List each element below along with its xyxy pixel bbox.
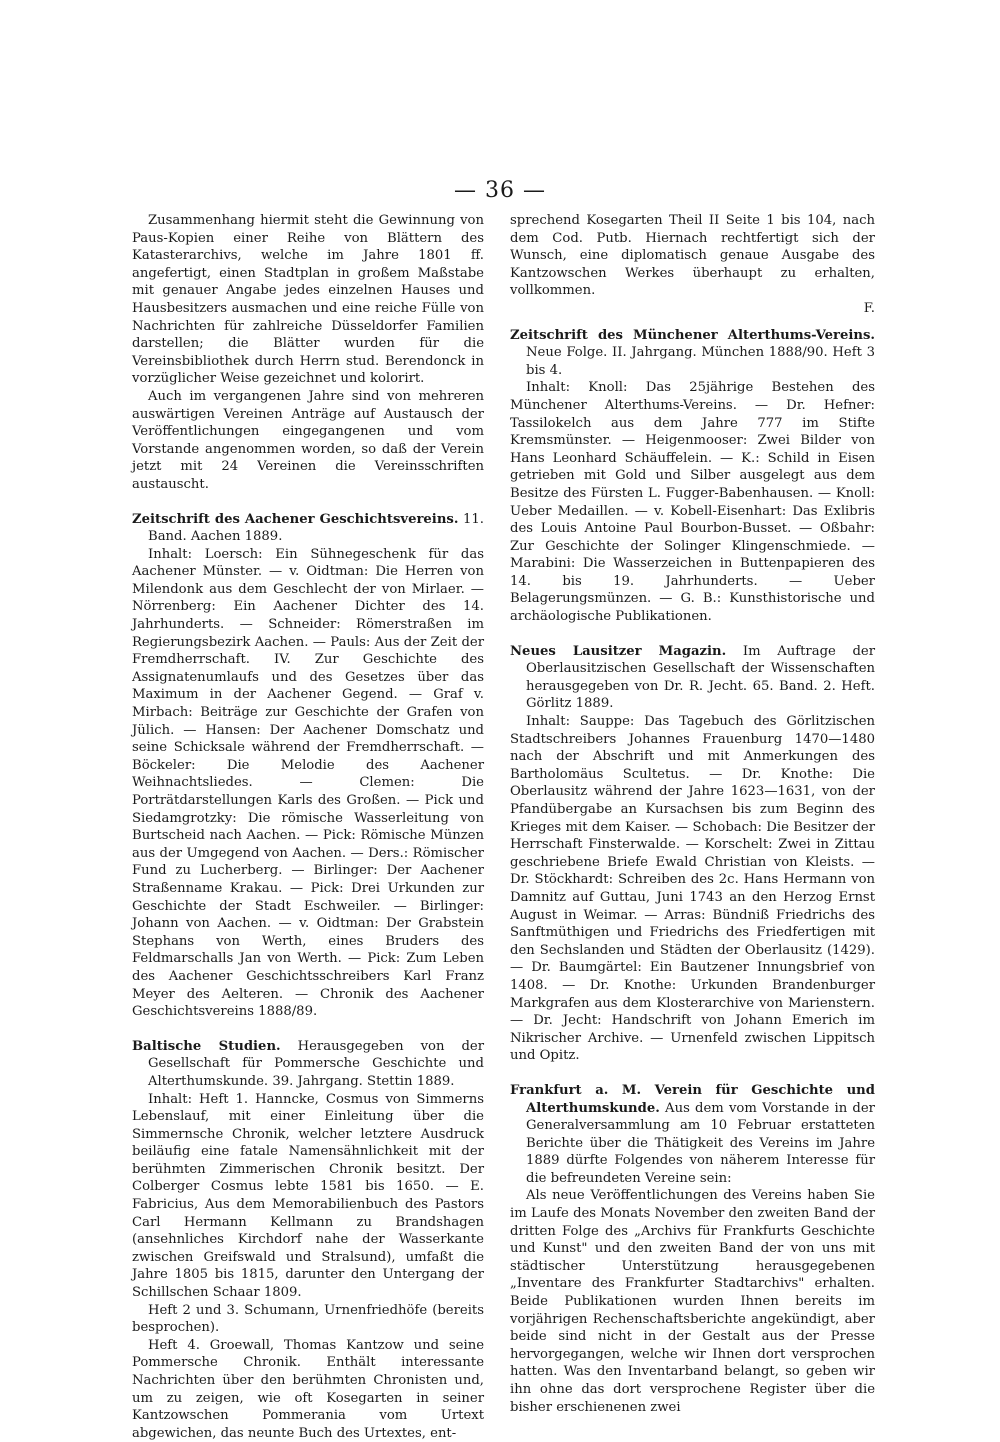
entry-title: Zeitschrift des Aachener Geschichtsvereins. [132,511,459,527]
entry-content: Inhalt: Heft 1. Hanncke, Cosmus von Simmerns Lebenslauf, mit einer Einleitung über die Simmernsche Chronik, welcher letztere Ausdruck beiläufig eine fatale Namensähnlichkeit mit der berühmten Zimmerischen Chronik besitzt. Der Colberger Cosmus lebte 1581 bis 1650. — E. Fabricius, Aus dem Memorabilienbuch des Pastors Carl Hermann Kellmann zu Brandshagen (ansehnliches Kirchdorf nahe der Wasserkante zwischen Greifswald und Stralsund), umfaßt die Jahre 1805 bis 1815, darunter den Untergang der Schillschen Schaar 1809. [132,1091,484,1301]
paragraph: Zusammenhang hiermit steht die Gewinnung von Paus-Kopien einer Reihe von Blättern des Katasterarchivs, welche im Jahre 1801 ff. angefertigt, einen Stadtplan in großem Maßstabe mit genauer Angabe jedes einzelnen Hauses und Hausbesitzers ausmachen und eine reiche Fülle von Nachrichten für zahlreiche Düsseldorfer Familien darstellen; die Blätter wurden für die Vereinsbibliothek durch Herrn stud. Berendonck in vorzüglicher Weise gezeichnet und kolorirt. [132,213,484,387]
entry-frankfurt [510,1082,875,1188]
entry-aachen [132,511,484,546]
signature: F. [863,300,875,316]
entry-meta: Herausgegeben von der Gesellschaft für Pommersche Geschichte und Alterthumskunde. 39. Jahrgang. Stettin 1889. [148,1038,484,1089]
entry-content: Als neue Veröffentlichungen des Vereins haben Sie im Laufe des Monats November den zweiten Band der dritten Folge des „Archivs für Frankfurts Geschichte und Kunst" und den zweiten Band der von uns mit städtischer Unterstützung herausgegebenen „Inventare des Frankfurter Stadtarchivs" erhalten. Beide Publikationen wurden Ihnen bereits im vorjährigen Rechenschaftsberichte angekündigt, aber beide sind nicht in der Gestalt aus der Presse hervorgegangen, welche wir Ihnen dort versprochen hatten. Was den Inventarband belangt, so geben wir ihn ohne das dort versprochene Register über die bisher erschienenen zwei [510,1188,875,1415]
entry-meta: 11. Band. Aachen 1889. [148,511,484,545]
entry-meta: Im Auftrage der Oberlausitzischen Gesellschaft der Wissenschaften herausgegeben von Dr. R. Jecht. 65. Band. 2. Heft. Görlitz 1889. [526,643,875,712]
entry-content: Inhalt: Knoll: Das 25jährige Bestehen des Münchener Alterthums-Vereins. — Dr. Hefner: Tassilokelch aus dem Jahre 777 im Stifte Kremsmünster. — Heigenmooser: Zwei Bilder von Hans Leonhard Schäuffelein. — K.: Schild in Eisen getrieben mit Gold und Silber ausgelegt aus dem Besitze des Fürsten L. Fugger-Babenhausen. — Knoll: Ueber Medaillen. — v. Kobell-Eisenhart: Das Exlibris des Louis Antoine Paul Bourbon-Busset. — Oßbahr: Zur Geschichte der Solinger Klingenschmiede. — Marabini: Die Wasserzeichen in Buttenpapieren des 14. bis 19. Jahrhunderts. — Ueber Belagerungsmünzen. — G. B.: Kunsthistorische und archäologische Publikationen. [510,380,875,625]
entry-content: Inhalt: Sauppe: Das Tagebuch des Görlitzischen Stadtschreibers Johannes Frauenburg 1470—1480 nach der Abschrift und mit Anmerkungen des Bartholomäus Scultetus. — Dr. Knothe: Die Oberlausitz während der Jahre 1623—1631, von der Pfandübergabe an Kursachsen bis zum Beginn des Krieges mit dem Kaiser. — Schobach: Die Besitzer der Herrschaft Finsterwalde. — Korschelt: Zwei in Zittau geschriebene Briefe Ewald Christian von Kleists. — Dr. Stöckhardt: Schreiben des 2c. Hans Hermann von Damnitz auf Guttau, Juni 1743 an den Herzog Ernst August in Weimar. — Arras: Bündniß Friedrichs des Sanftmüthigen und Friedrichs des Friedfertigen mit den Sechslanden und Städten der Oberlausitz (1429). — Dr. Baumgärtel: Ein Bautzener Innungsbrief von 1408. — Dr. Knothe: Urkunden Brandenburger Markgrafen aus dem Klosterarchive von Marienstern. — Dr. Jecht: Handschrift von Johann Emerich im Nikrischer Archive. — Urnenfeld zwischen Lippitsch und Opitz. [510,714,875,1064]
page-number: — 36 — [454,178,546,203]
paragraph: sprechend Kosegarten Theil II Seite 1 bis 104, nach dem Cod. Putb. Hiernach rechtfertigt sich der Wunsch, eine diplomatisch genaue Ausgabe des Kantzowschen Werkes überhaupt zu erhalten, vollkommen. [510,213,875,299]
paragraph: Auch im vergangenen Jahre sind von mehreren auswärtigen Vereinen Anträge auf Austausch der Veröffentlichungen eingegangenen und vom Vorstande angenommen worden, so daß der Verein jetzt mit 24 Vereinen die Vereinsschriften austauscht. [132,388,484,492]
entry-content: Heft 2 und 3. Schumann, Urnenfriedhöfe (bereits besprochen). [132,1302,484,1336]
entry-meta: Aus dem vom Vorstande in der Generalversammlung am 10 Februar erstatteten Berichte über die Thätigkeit des Vereins im Jahre 1889 dürfte Folgendes von näherem Interesse für die befreundeten Vereine sein: [526,1100,875,1186]
entry-content: Heft 4. Groewall, Thomas Kantzow und seine Pommersche Chronik. Enthält interessante Nachrichten über den berühmten Chronisten und, um zu zeigen, wie oft Kosegarten in seiner Kantzowschen Pommerania vom Urtext abgewichen, das neunte Buch des Urtextes, ent- [132,1337,484,1441]
entry-munich [510,327,875,380]
entry-meta: Neue Folge. II. Jahrgang. München 1888/90. Heft 3 bis 4. [526,345,875,378]
entry-baltic [132,1038,484,1091]
entry-title: Zeitschrift des Münchener Alterthums-Vereins. [510,327,875,343]
entry-title: Frankfurt a. M. Verein für Geschichte und Alterthumskunde. [510,1082,875,1116]
entry-title: Baltische Studien. [132,1038,281,1054]
entry-title: Neues Lausitzer Magazin. [510,643,727,659]
entry-lausitz [510,643,875,713]
right-column [510,212,875,1416]
entry-content: Inhalt: Loersch: Ein Sühnegeschenk für das Aachener Münster. — v. Oidtman: Die Herren von Milendonk aus dem Geschlecht der von Mirlaer. — Nörrenberg: Ein Aachener Dichter des 14. Jahrhunderts. — Schneider: Römerstraßen im Regierungsbezirk Aachen. — Pauls: Aus der Zeit der Fremdherrschaft. IV. Zur Geschichte des Assignatenumlaufs und des Gesetzes über das Maximum in der Aachener Gegend. — Graf v. Mirbach: Beiträge zur Geschichte der Grafen von Jülich. — Hansen: Der Aachener Domschatz und seine Schicksale während der Fremdherrschaft. — Böckeler: Die Melodie des Aachener Weihnachtsliedes. — Clemen: Die Porträtdarstellungen Karls des Großen. — Pick und Siedamgrotzky: Die römische Wasserleitung von Burtscheid nach Aachen. — Pick: Römische Münzen aus der Umgegend von Aachen. — Ders.: Römischer Fund zu Lucherberg. — Birlinger: Der Aachener Straßenname Krakau. — Pick: Drei Urkunden zur Geschichte der Stadt Eschweiler. — Birlinger: Johann von Aachen. — v. Oidtman: Der Grabstein Stephans von Werth, eines Bruders des Feldmarschalls Jan von Werth. — Pick: Zum Leben des Aachener Geschichtsschreibers Karl Franz Meyer des Aelteren. — Chronik des Aachener Geschichtsvereins 1888/89. [132,546,484,1020]
left-column [132,212,484,1442]
